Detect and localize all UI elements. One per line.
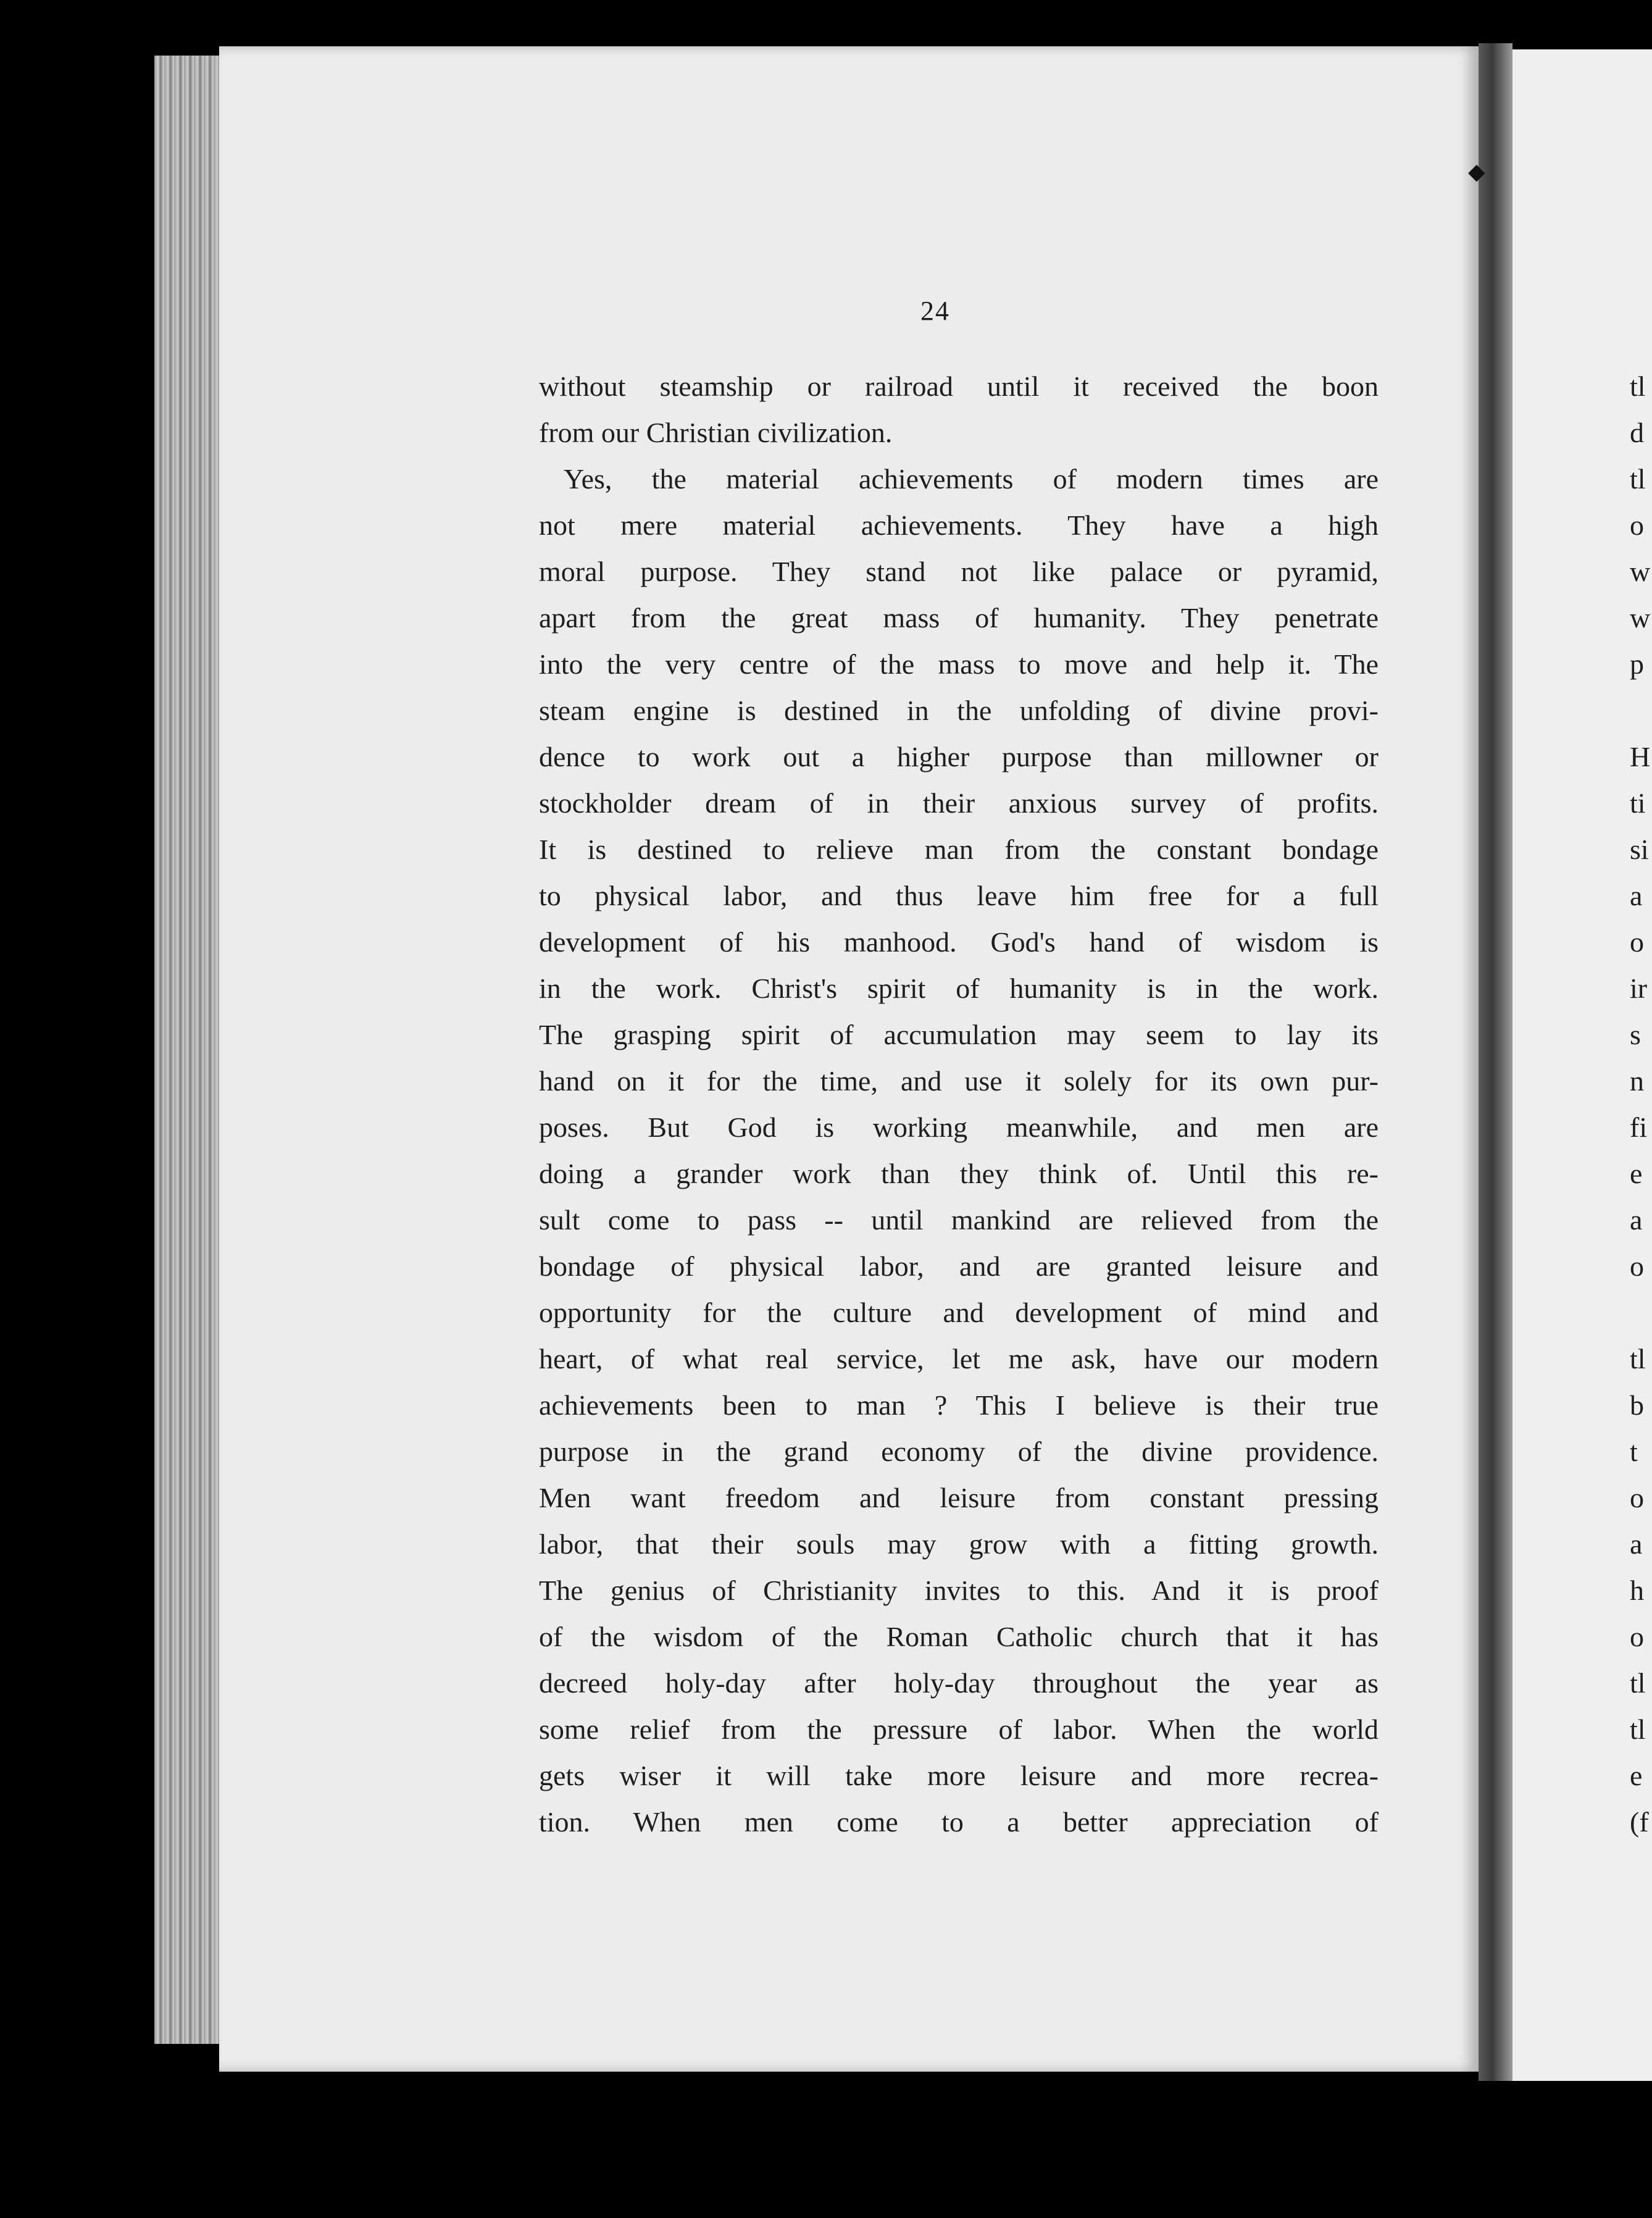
text-line: poses. But God is working meanwhile, and men are — [539, 1111, 1379, 1143]
fragment-line: H — [1630, 741, 1651, 772]
fragment-line: tl — [1630, 370, 1646, 402]
fragment-line: tl — [1630, 463, 1646, 495]
text-line: It is destined to relieve man from the constant bondage — [539, 834, 1379, 865]
fragment-line: tl — [1630, 1667, 1646, 1699]
text-line: opportunity for the culture and development of mind and — [539, 1297, 1379, 1328]
margin-mark: ◆ — [1468, 159, 1485, 185]
fragment-line: fi — [1630, 1111, 1648, 1143]
text-line: some relief from the pressure of labor. When the world — [539, 1714, 1379, 1745]
fragment-line: si — [1630, 834, 1649, 865]
page-edge-stack — [154, 56, 222, 2044]
text-line: The grasping spirit of accumulation may seem to lay its — [539, 1019, 1379, 1050]
fragment-line: a — [1630, 1204, 1643, 1236]
text-line: of the wisdom of the Roman Catholic church that it has — [539, 1621, 1379, 1652]
text-line: hand on it for the time, and use it solely for its own pur- — [539, 1065, 1379, 1097]
fragment-line — [1630, 1289, 1652, 1336]
page-number: 24 — [920, 296, 950, 326]
fragment-line: s — [1630, 1019, 1641, 1050]
fragment-line: p — [1630, 648, 1644, 680]
next-page-fragments — [1630, 363, 1652, 1845]
text-line: not mere material achievements. They have a high — [539, 509, 1379, 541]
fragment-line: o — [1630, 1482, 1644, 1513]
text-line: gets wiser it will take more leisure and more recrea- — [539, 1760, 1379, 1791]
text-line: heart, of what real service, let me ask, have our modern — [539, 1343, 1379, 1375]
fragment-line — [1630, 687, 1652, 734]
text-line: Yes, the material achievements of modern times are — [564, 463, 1379, 495]
fragment-line: w — [1630, 556, 1651, 587]
fragment-line: (f — [1630, 1806, 1649, 1838]
text-line: sult come to pass -- until mankind are relieved from the — [539, 1204, 1379, 1236]
text-line: bondage of physical labor, and are granted leisure and — [539, 1250, 1379, 1282]
fragment-line: d — [1630, 417, 1644, 448]
page-body-text — [539, 363, 1379, 1845]
text-line: into the very centre of the mass to move and help it. The — [539, 648, 1379, 680]
fragment-line: tl — [1630, 1714, 1646, 1745]
text-line: without steamship or railroad until it received the boon — [539, 370, 1379, 402]
text-line: tion. When men come to a better appreciation of — [539, 1806, 1379, 1838]
text-line: moral purpose. They stand not like palace or pyramid, — [539, 556, 1379, 587]
text-line: development of his manhood. God's hand of wisdom is — [539, 926, 1379, 958]
fragment-line: w — [1630, 602, 1651, 634]
fragment-line: b — [1630, 1389, 1644, 1421]
text-line: achievements been to man ? This I believe is their true — [539, 1389, 1379, 1421]
text-line: from our Christian civilization. — [539, 417, 893, 448]
text-line: doing a grander work than they think of. Until this re- — [539, 1158, 1379, 1189]
text-line: to physical labor, and thus leave him free for a full — [539, 880, 1379, 911]
fragment-line: o — [1630, 1621, 1644, 1652]
fragment-line: tl — [1630, 1343, 1646, 1375]
fragment-line: n — [1630, 1065, 1644, 1097]
fragment-line: e — [1630, 1760, 1643, 1791]
text-line: steam engine is destined in the unfolding of divine provi- — [539, 695, 1379, 726]
text-line: labor, that their souls may grow with a fitting growth. — [539, 1528, 1379, 1560]
text-line: Men want freedom and leisure from constant pressing — [539, 1482, 1379, 1513]
text-line: purpose in the grand economy of the divine providence. — [539, 1436, 1379, 1467]
fragment-line: ti — [1630, 787, 1646, 819]
text-line: in the work. Christ's spirit of humanity is in the work. — [539, 973, 1379, 1004]
fragment-line: t — [1630, 1436, 1638, 1467]
text-line: apart from the great mass of humanity. They penetrate — [539, 602, 1379, 634]
fragment-line: o — [1630, 926, 1644, 958]
text-line: dence to work out a higher purpose than millowner or — [539, 741, 1379, 772]
fragment-line: a — [1630, 880, 1643, 911]
text-line: stockholder dream of in their anxious survey of profits. — [539, 787, 1379, 819]
fragment-line: a — [1630, 1528, 1643, 1560]
fragment-line: ir — [1630, 973, 1648, 1004]
fragment-line: o — [1630, 509, 1644, 541]
book-gutter — [1479, 43, 1512, 2081]
fragment-line: h — [1630, 1575, 1644, 1606]
text-line: decreed holy-day after holy-day throughout the year as — [539, 1667, 1379, 1699]
fragment-line: e — [1630, 1158, 1643, 1189]
fragment-line: o — [1630, 1250, 1644, 1282]
text-line: The genius of Christianity invites to this. And it is proof — [539, 1575, 1379, 1606]
